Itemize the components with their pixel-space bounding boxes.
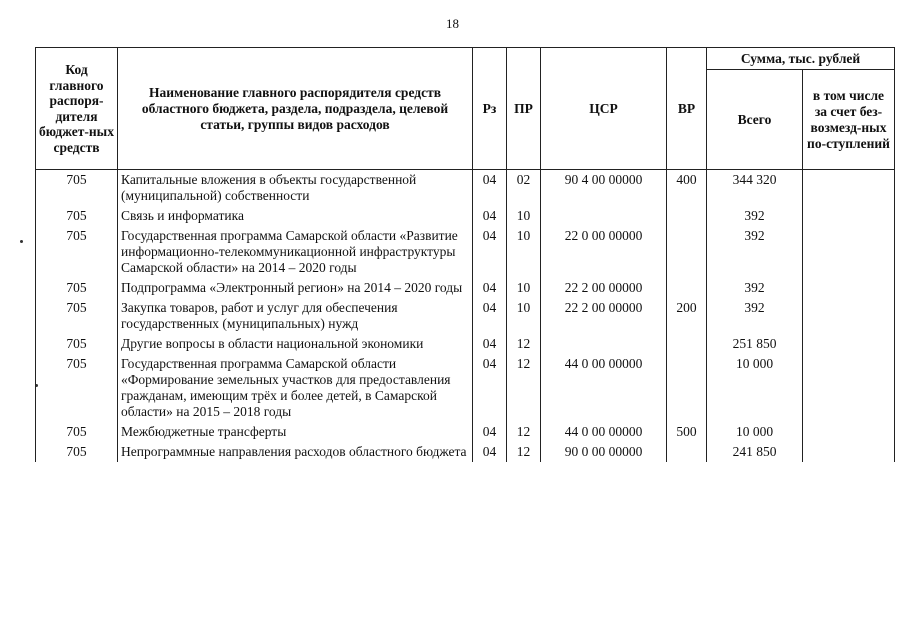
cell-pr: 12: [507, 442, 541, 462]
header-pr: ПР: [507, 48, 541, 170]
scan-mark: [20, 240, 23, 243]
cell-vr: [667, 226, 707, 278]
cell-csr: 44 0 00 00000: [541, 354, 667, 422]
table-row: [36, 226, 895, 278]
table-row: [36, 354, 895, 422]
cell-vr: [667, 354, 707, 422]
table-row: [36, 442, 895, 462]
header-vr: ВР: [667, 48, 707, 170]
page-number: 18: [446, 16, 459, 31]
cell-gratuitous: [803, 278, 895, 298]
cell-name: Подпрограмма «Электронный регион» на 2014 – 2020 годы: [118, 278, 473, 298]
header-gratuitous: в том числе за счет без-возмезд-ных по-ступлений: [803, 70, 895, 170]
cell-code: 705: [36, 422, 118, 442]
header-csr: ЦСР: [541, 48, 667, 170]
cell-total: 392: [707, 298, 803, 334]
table-row: [36, 334, 895, 354]
header-rz: Рз: [473, 48, 507, 170]
header-code: Код главного распоря-дителя бюджет-ных средств: [36, 48, 118, 170]
cell-name: Непрограммные направления расходов областного бюджета: [118, 442, 473, 462]
budget-table-body: [36, 170, 895, 463]
cell-vr: [667, 442, 707, 462]
cell-name: Связь и информатика: [118, 206, 473, 226]
table-row: [36, 206, 895, 226]
cell-vr: [667, 278, 707, 298]
cell-code: 705: [36, 170, 118, 207]
cell-csr: [541, 206, 667, 226]
cell-csr: 90 4 00 00000: [541, 170, 667, 207]
cell-gratuitous: [803, 334, 895, 354]
cell-gratuitous: [803, 206, 895, 226]
cell-pr: 02: [507, 170, 541, 207]
cell-rz: 04: [473, 206, 507, 226]
cell-vr: 400: [667, 170, 707, 207]
header-name: Наименование главного распорядителя средств областного бюджета, раздела, подраздела, целевой статьи, группы видов расходов: [118, 48, 473, 170]
cell-code: 705: [36, 354, 118, 422]
cell-rz: 04: [473, 226, 507, 278]
cell-gratuitous: [803, 170, 895, 207]
cell-csr: 22 0 00 00000: [541, 226, 667, 278]
cell-total: 392: [707, 278, 803, 298]
cell-pr: 12: [507, 354, 541, 422]
cell-rz: 04: [473, 354, 507, 422]
cell-name: Межбюджетные трансферты: [118, 422, 473, 442]
cell-code: 705: [36, 442, 118, 462]
cell-gratuitous: [803, 354, 895, 422]
cell-vr: 200: [667, 298, 707, 334]
cell-total: 10 000: [707, 422, 803, 442]
header-sum-group: Сумма, тыс. рублей: [707, 48, 895, 70]
cell-code: 705: [36, 334, 118, 354]
cell-rz: 04: [473, 442, 507, 462]
table-row: [36, 278, 895, 298]
cell-vr: [667, 334, 707, 354]
header-total: Всего: [707, 70, 803, 170]
budget-table: [35, 47, 895, 462]
cell-code: 705: [36, 298, 118, 334]
cell-rz: 04: [473, 334, 507, 354]
cell-name: Закупка товаров, работ и услуг для обеспечения государственных (муниципальных) нужд: [118, 298, 473, 334]
table-row: [36, 298, 895, 334]
cell-pr: 12: [507, 422, 541, 442]
cell-rz: 04: [473, 298, 507, 334]
cell-csr: 22 2 00 00000: [541, 298, 667, 334]
cell-rz: 04: [473, 422, 507, 442]
cell-total: 241 850: [707, 442, 803, 462]
cell-pr: 10: [507, 278, 541, 298]
cell-csr: 44 0 00 00000: [541, 422, 667, 442]
cell-total: 392: [707, 206, 803, 226]
cell-name: Другие вопросы в области национальной экономики: [118, 334, 473, 354]
cell-pr: 12: [507, 334, 541, 354]
cell-gratuitous: [803, 442, 895, 462]
cell-gratuitous: [803, 298, 895, 334]
cell-code: 705: [36, 206, 118, 226]
cell-code: 705: [36, 226, 118, 278]
cell-name: Государственная программа Самарской области «Развитие информационно-телекоммуникационной инфраструктуры Самарской области» на 2014 – 2020 годы: [118, 226, 473, 278]
cell-gratuitous: [803, 422, 895, 442]
cell-csr: [541, 334, 667, 354]
cell-vr: 500: [667, 422, 707, 442]
cell-pr: 10: [507, 226, 541, 278]
cell-pr: 10: [507, 206, 541, 226]
table-row: [36, 422, 895, 442]
cell-name: Капитальные вложения в объекты государственной (муниципальной) собственности: [118, 170, 473, 207]
cell-name: Государственная программа Самарской области «Формирование земельных участков для предоставления гражданам, имеющим трёх и более детей, в Самарской области» на 2015 – 2018 годы: [118, 354, 473, 422]
cell-pr: 10: [507, 298, 541, 334]
cell-total: 344 320: [707, 170, 803, 207]
cell-rz: 04: [473, 278, 507, 298]
cell-csr: 22 2 00 00000: [541, 278, 667, 298]
cell-total: 251 850: [707, 334, 803, 354]
table-row: [36, 170, 895, 207]
cell-total: 392: [707, 226, 803, 278]
cell-total: 10 000: [707, 354, 803, 422]
cell-gratuitous: [803, 226, 895, 278]
cell-rz: 04: [473, 170, 507, 207]
cell-vr: [667, 206, 707, 226]
cell-code: 705: [36, 278, 118, 298]
cell-csr: 90 0 00 00000: [541, 442, 667, 462]
